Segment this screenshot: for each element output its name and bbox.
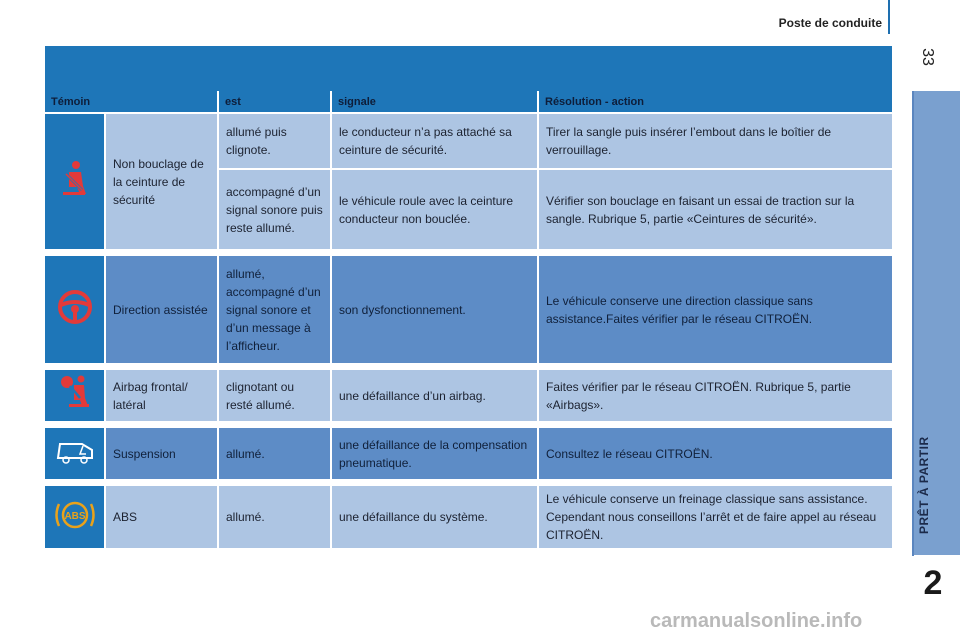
- col-header-action: Résolution - action: [538, 91, 892, 113]
- cell-action: Le véhicule conserve un freinage classique sans assistance. Cependant nous conseillons l’arrêt et de faire appel au réseau CITROËN.: [538, 485, 892, 548]
- cell-signale: son dysfonctionnement.: [331, 255, 538, 363]
- abs-icon-text: ABS: [63, 510, 86, 522]
- cell-signale: une défaillance de la compensation pneumatique.: [331, 427, 538, 479]
- icon-cell: [45, 113, 105, 249]
- cell-est: clignotant ou resté allumé.: [218, 369, 331, 421]
- page-number: 33: [919, 48, 936, 66]
- warning-lights-table: [45, 91, 892, 548]
- chapter-number: 2: [923, 564, 943, 602]
- table-row: [45, 255, 892, 363]
- col-header-temoin: Témoin: [45, 91, 218, 113]
- cell-est: allumé.: [218, 427, 331, 479]
- cell-signale: une défaillance d’un airbag.: [331, 369, 538, 421]
- icon-cell: [45, 485, 105, 548]
- watermark: carmanualsonline.info: [650, 610, 863, 632]
- col-header-signale: signale: [331, 91, 538, 113]
- temoin-label: Suspension: [105, 427, 218, 479]
- cell-signale: une défaillance du système.: [331, 485, 538, 548]
- seatbelt-icon: [52, 156, 98, 202]
- cell-est: accompagné d’un signal sonore puis reste allumé.: [218, 169, 331, 249]
- col-header-est: est: [218, 91, 331, 113]
- cell-action: Faites vérifier par le réseau CITROËN. Rubrique 5, partie «Airbags».: [538, 369, 892, 421]
- table-row: [45, 485, 892, 548]
- cell-action: Le véhicule conserve une direction classique sans assistance.Faites vérifier par le réseau CITROËN.: [538, 255, 892, 363]
- cell-action: Vérifier son bouclage en faisant un essai de traction sur la sangle. Rubrique 5, partie «Ceintures de sécurité».: [538, 169, 892, 249]
- steering-wheel-icon: [52, 284, 98, 330]
- temoin-label: Airbag frontal/ latéral: [105, 369, 218, 421]
- cell-signale: le conducteur n’a pas attaché sa ceinture de sécurité.: [331, 113, 538, 169]
- table-row: [45, 113, 892, 169]
- cell-action: Tirer la sangle puis insérer l’embout dans le boîtier de verrouillage.: [538, 113, 892, 169]
- table-row: [45, 427, 892, 479]
- cell-est: allumé.: [218, 485, 331, 548]
- cell-est: allumé, accompagné d’un signal sonore et d’un message à l’afficheur.: [218, 255, 331, 363]
- airbag-icon: [52, 370, 98, 416]
- cell-est: allumé puis clignote.: [218, 113, 331, 169]
- table-row: [45, 369, 892, 421]
- page-header-title: Poste de conduite: [778, 16, 882, 30]
- header-rule: [888, 0, 890, 34]
- icon-cell: [45, 255, 105, 363]
- table-header-row: [45, 91, 892, 113]
- temoin-label: Direction assistée: [105, 255, 218, 363]
- icon-cell: [45, 369, 105, 421]
- cell-action: Consultez le réseau CITROËN.: [538, 427, 892, 479]
- abs-icon: [52, 492, 98, 538]
- cell-signale: le véhicule roule avec la ceinture conducteur non bouclée.: [331, 169, 538, 249]
- temoin-label: Non bouclage de la ceinture de sécurité: [105, 113, 218, 249]
- temoin-label: ABS: [105, 485, 218, 548]
- icon-cell: [45, 427, 105, 479]
- section-label: PRÊT À PARTIR: [917, 436, 931, 534]
- table-banner: [45, 46, 892, 91]
- suspension-icon: [52, 428, 98, 474]
